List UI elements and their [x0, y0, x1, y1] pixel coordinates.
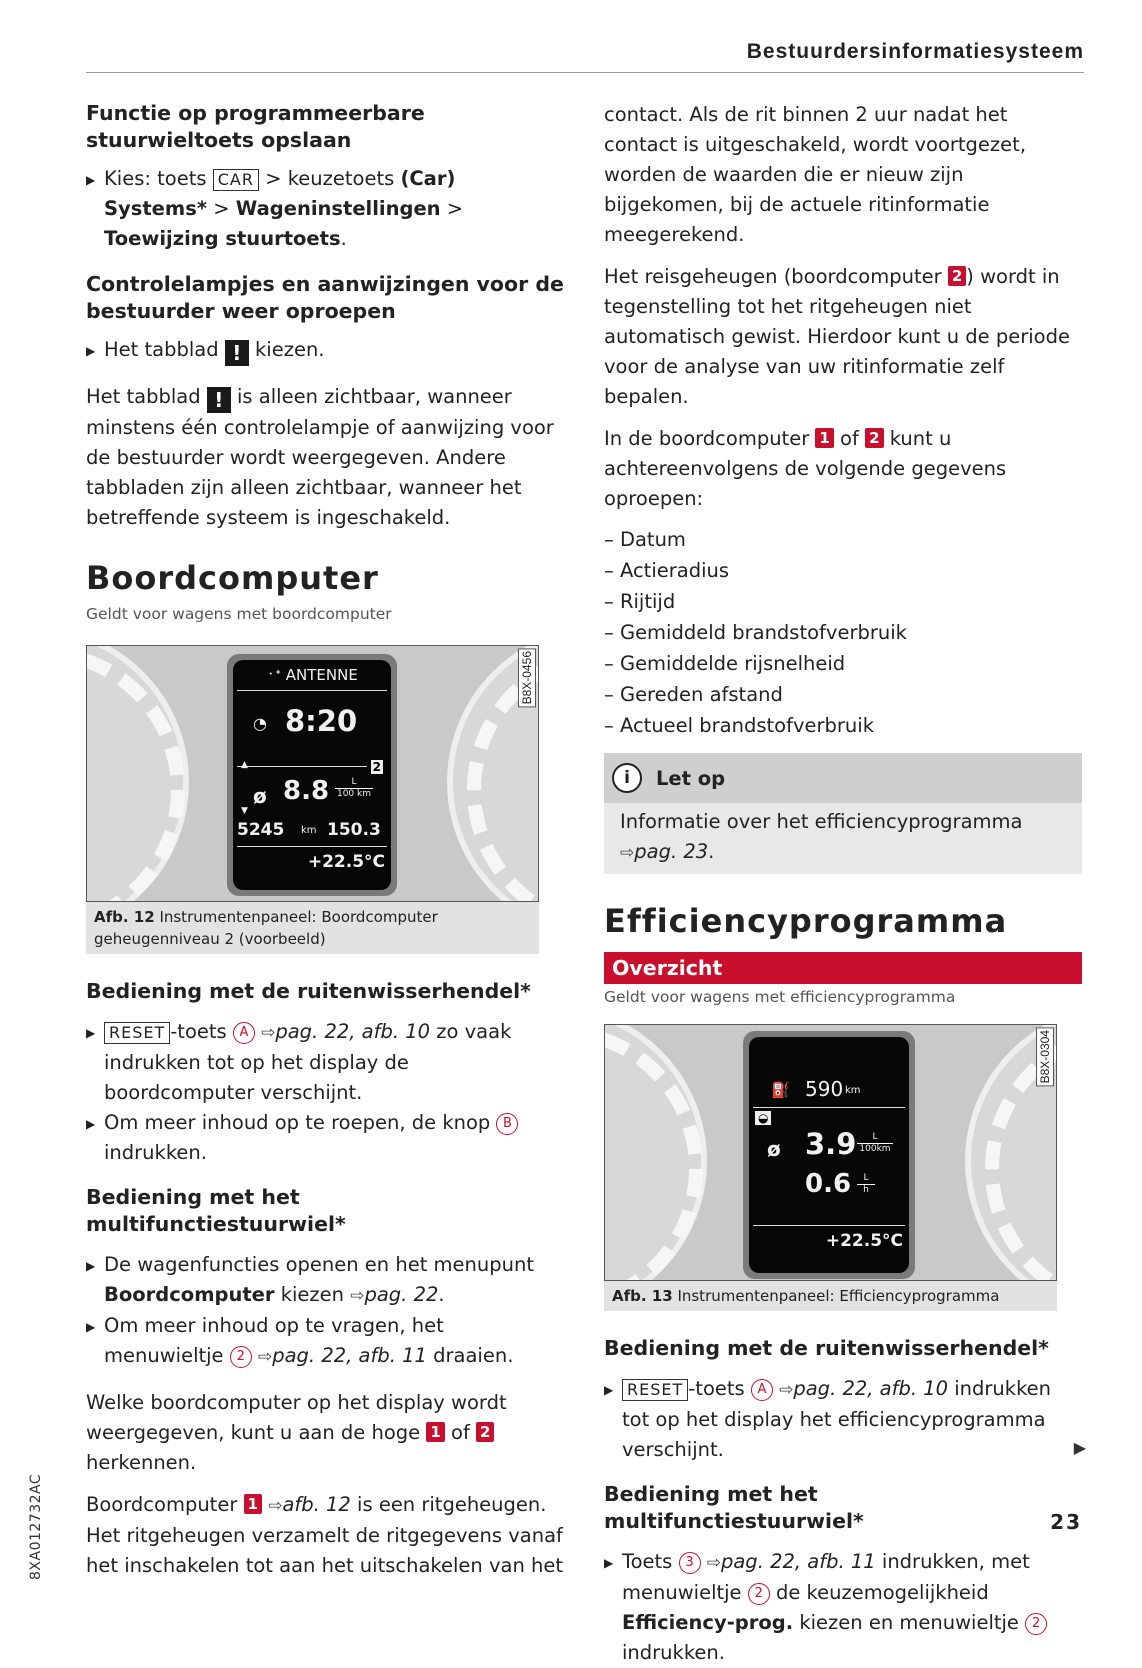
heading-efficiency: Efficiencyprogramma — [604, 902, 1008, 940]
memory-2-badge: 2 — [948, 266, 966, 286]
memory-2-badge: 2 — [476, 1422, 494, 1442]
bullet-triangle-icon: ▶ — [86, 1117, 96, 1131]
average-icon: ø — [253, 784, 267, 808]
section-title-wiper-lever: Bediening met de ruitenwisserhendel* — [86, 979, 531, 1003]
temperature-readout: +22.5°C — [825, 1231, 903, 1251]
bullet-triangle-icon: ▶ — [604, 1383, 614, 1397]
page-ref-arrow-icon: ⇨ — [620, 843, 635, 863]
reset-key-label: RESET — [104, 1022, 170, 1044]
memory-1-badge: 1 — [426, 1422, 444, 1442]
memory-level-badge: 2 — [372, 760, 381, 774]
page-ref-arrow-icon: ⇨ — [257, 1347, 273, 1367]
applies-to-note: Geldt voor wagens met efficiencyprogramma — [604, 988, 956, 1006]
fuel-pump-icon: ⛽ — [771, 1081, 790, 1099]
display-bezel — [227, 654, 397, 896]
continue-arrow-icon: ▶ — [1073, 1438, 1086, 1457]
left-column — [86, 100, 564, 1581]
step-turn-wheel: ▶ Om meer inhoud op te vragen, het menuwieltje 2 ⇨pag. 22, afb. 11 draaien. — [86, 1314, 514, 1367]
antenna-icon: ᛫ᐩ — [266, 666, 286, 684]
callout-b-icon: B — [496, 1113, 518, 1135]
callout-a-icon: A — [233, 1022, 255, 1044]
step-press-b: ▶ Om meer inhoud op te roepen, de knop B indrukken. — [86, 1108, 564, 1168]
step-choose-tab: ▶ Het tabblad ! kiezen. — [86, 338, 325, 365]
callout-3-icon: 3 — [679, 1552, 701, 1574]
section-title-wiper-lever: Bediening met de ruitenwisserhendel* — [604, 1336, 1049, 1360]
continued-paragraph: contact. Als de rit binnen 2 uur nadat het contact is uitgeschakeld, wordt voortgezet, worden de waarden die er nieuw zijn bijgekomen, bij de actuele ritinformatie meegerekend. — [604, 103, 1027, 246]
step-reset-key: ▶ RESET -toets A ⇨pag. 22, afb. 10 indrukken tot op het display het efficiencyprogramma verschijnt. — [604, 1377, 1052, 1461]
figure-12-image — [86, 645, 539, 902]
document-code: 8XA012732AC — [28, 1473, 44, 1580]
consumption-readout: 3.9 — [805, 1127, 857, 1161]
callout-2-icon: 2 — [230, 1346, 252, 1368]
bullet-triangle-icon: ▶ — [86, 1026, 96, 1040]
consumption-unit: L 100km — [857, 1132, 893, 1155]
temperature-readout: +22.5°C — [307, 852, 385, 872]
figure-13-caption: Afb. 13 Instrumentenpaneel: Efficiencyprogramma — [604, 1281, 1057, 1311]
step-press-key-3: ▶ Toets 3 ⇨pag. 22, afb. 11 indrukken, met menuwieltje 2 de keuzemogelijkheid Efficiency-prog. kiezen en menuwieltje 2 indrukken. — [604, 1547, 1082, 1668]
right-column — [604, 100, 1082, 1668]
data-list-intro: In de boordcomputer 1 of 2 kunt u achtereenvolgens de volgende gegevens oproepen: — [604, 427, 1007, 510]
header-title: Bestuurdersinformatiesysteem — [746, 40, 1084, 63]
scroll-down-icon: ▼ — [241, 806, 248, 816]
bullet-triangle-icon: ▶ — [86, 1320, 96, 1334]
figure-13 — [604, 1024, 1057, 1311]
average-icon: ø — [767, 1137, 781, 1161]
section-title-warning-lights: Controlelampjes en aanwijzingen voor de bestuurder weer oproepen — [86, 272, 564, 323]
memory-2-badge: 2 — [865, 428, 883, 448]
heading-boordcomputer: Boordcomputer — [86, 559, 379, 597]
step-open-functions: ▶ De wagenfuncties openen en het menupunt Boordcomputer kiezen ⇨pag. 22. — [86, 1253, 534, 1306]
step-choose-key: ▶ Kies: toets CAR > keuzetoets (Car) Systems* > Wageninstellingen > Toewijzing stuurtoets. — [86, 167, 464, 250]
time-readout: 8:20 — [285, 704, 358, 738]
distance-readout: 5245 — [237, 820, 285, 840]
section-title-store-function: Functie op programmeerbare stuurwieltoets opslaan — [86, 101, 425, 152]
warning-tab-icon: ! — [207, 387, 231, 413]
rate-unit: L h — [857, 1173, 875, 1196]
tab-visibility-paragraph: Het tabblad ! is alleen zichtbaar, wanneer minstens één controlelampje of aanwijzing voor de bestuurder wordt weergegeven. Andere tabbladen zijn alleen zichtbaar, wanneer het betreffende systeem is ingeschakeld. — [86, 385, 554, 529]
memory-1-badge: 1 — [815, 428, 833, 448]
info-icon: i — [612, 763, 642, 793]
radio-station-readout: ᛫ᐩ ANTENNE — [266, 666, 358, 684]
page-ref-arrow-icon: ⇨ — [779, 1380, 794, 1400]
figure-code: B8X-0456 — [518, 648, 536, 707]
range-readout: 590 — [805, 1077, 844, 1101]
page-header — [86, 38, 1084, 73]
callout-2-icon: 2 — [748, 1583, 770, 1605]
efficiency-display: ⛽ 590 km ◒ ø 3.9 L 100km 0.6 L h +22.5°C — [749, 1037, 909, 1273]
onboard-display: ᛫ᐩ ANTENNE ◔ 8:20 2 ▲ ø 8.8 L 100 km ▼ 5245 km 150.3 +22.5°C — [233, 660, 391, 890]
figure-12 — [86, 645, 539, 954]
callout-a-icon: A — [751, 1379, 773, 1401]
warning-tab-icon: ! — [225, 340, 249, 366]
note-header: i Let op — [604, 753, 1082, 803]
note-box — [604, 753, 1082, 874]
bullet-triangle-icon: ▶ — [86, 344, 96, 358]
step-reset-key: ▶ RESET -toets A ⇨pag. 22, afb. 10 zo vaak indrukken tot op het display de boordcomputer verschijnt. — [86, 1020, 512, 1104]
memory-1-badge: 1 — [244, 1494, 262, 1514]
figure-13-image — [604, 1024, 1057, 1281]
clock-icon: ◔ — [253, 714, 267, 733]
section-title-steering-wheel: Bediening met het multifunctiestuurwiel* — [86, 1185, 346, 1236]
list-item: – Actueel brandstofverbruik — [604, 714, 874, 737]
list-item: – Datum — [604, 528, 686, 551]
trip-readout: 150.3 — [327, 820, 381, 840]
list-item: – Gemiddeld brandstofverbruik — [604, 621, 907, 644]
list-item: – Gemiddelde rijsnelheid — [604, 652, 846, 675]
list-item: – Actieradius — [604, 559, 730, 582]
bullet-triangle-icon: ▶ — [86, 173, 96, 187]
note-body: Informatie over het efficiencyprogramma ⇨pag. 23. — [620, 810, 1023, 863]
bullet-triangle-icon: ▶ — [604, 1556, 614, 1570]
rate-readout: 0.6 — [805, 1169, 852, 1199]
page-ref-arrow-icon: ⇨ — [350, 1286, 365, 1306]
consumption-unit: L 100 km — [336, 777, 372, 799]
page-ref-arrow-icon: ⇨ — [706, 1553, 721, 1573]
data-list — [604, 524, 1082, 741]
which-computer-paragraph: Welke boordcomputer op het display wordt weergegeven, kunt u aan de hoge 1 of 2 herkennen. — [86, 1391, 507, 1474]
page-number: 23 — [1050, 1510, 1082, 1534]
display-bezel — [743, 1031, 915, 1279]
trip-memory-paragraph: Boordcomputer 1 ⇨afb. 12 is een ritgeheugen. Het ritgeheugen verzamelt de ritgegevens vanaf het inschakelen tot aan het uitschakelen van het — [86, 1493, 564, 1577]
callout-2-icon: 2 — [1025, 1613, 1047, 1635]
list-item: – Rijtijd — [604, 590, 676, 613]
page-ref-arrow-icon: ⇨ — [268, 1496, 283, 1516]
overview-bar: Overzicht — [604, 952, 1082, 984]
figure-12-caption: Afb. 12 Instrumentenpaneel: Boordcomputer geheugenniveau 2 (voorbeeld) — [86, 902, 539, 954]
car-key-label: CAR — [213, 169, 259, 191]
reset-key-label: RESET — [622, 1379, 688, 1401]
page-ref-arrow-icon: ⇨ — [261, 1023, 276, 1043]
applies-to-note: Geldt voor wagens met boordcomputer — [86, 605, 392, 623]
scroll-up-icon: ▲ — [241, 760, 248, 770]
section-title-steering-wheel: Bediening met het multifunctiestuurwiel* — [604, 1482, 864, 1533]
bullet-triangle-icon: ▶ — [86, 1259, 96, 1273]
efficiency-tab-icon: ◒ — [755, 1111, 771, 1125]
figure-code: B8X-0304 — [1036, 1027, 1054, 1086]
list-item: – Gereden afstand — [604, 683, 783, 706]
travel-memory-paragraph: Het reisgeheugen (boordcomputer 2 ) wordt in tegenstelling tot het ritgeheugen niet automatisch gewist. Hierdoor kunt u de periode voor de analyse van uw ritinformatie zelf bepalen. — [604, 265, 1070, 408]
consumption-readout: 8.8 — [283, 776, 330, 806]
